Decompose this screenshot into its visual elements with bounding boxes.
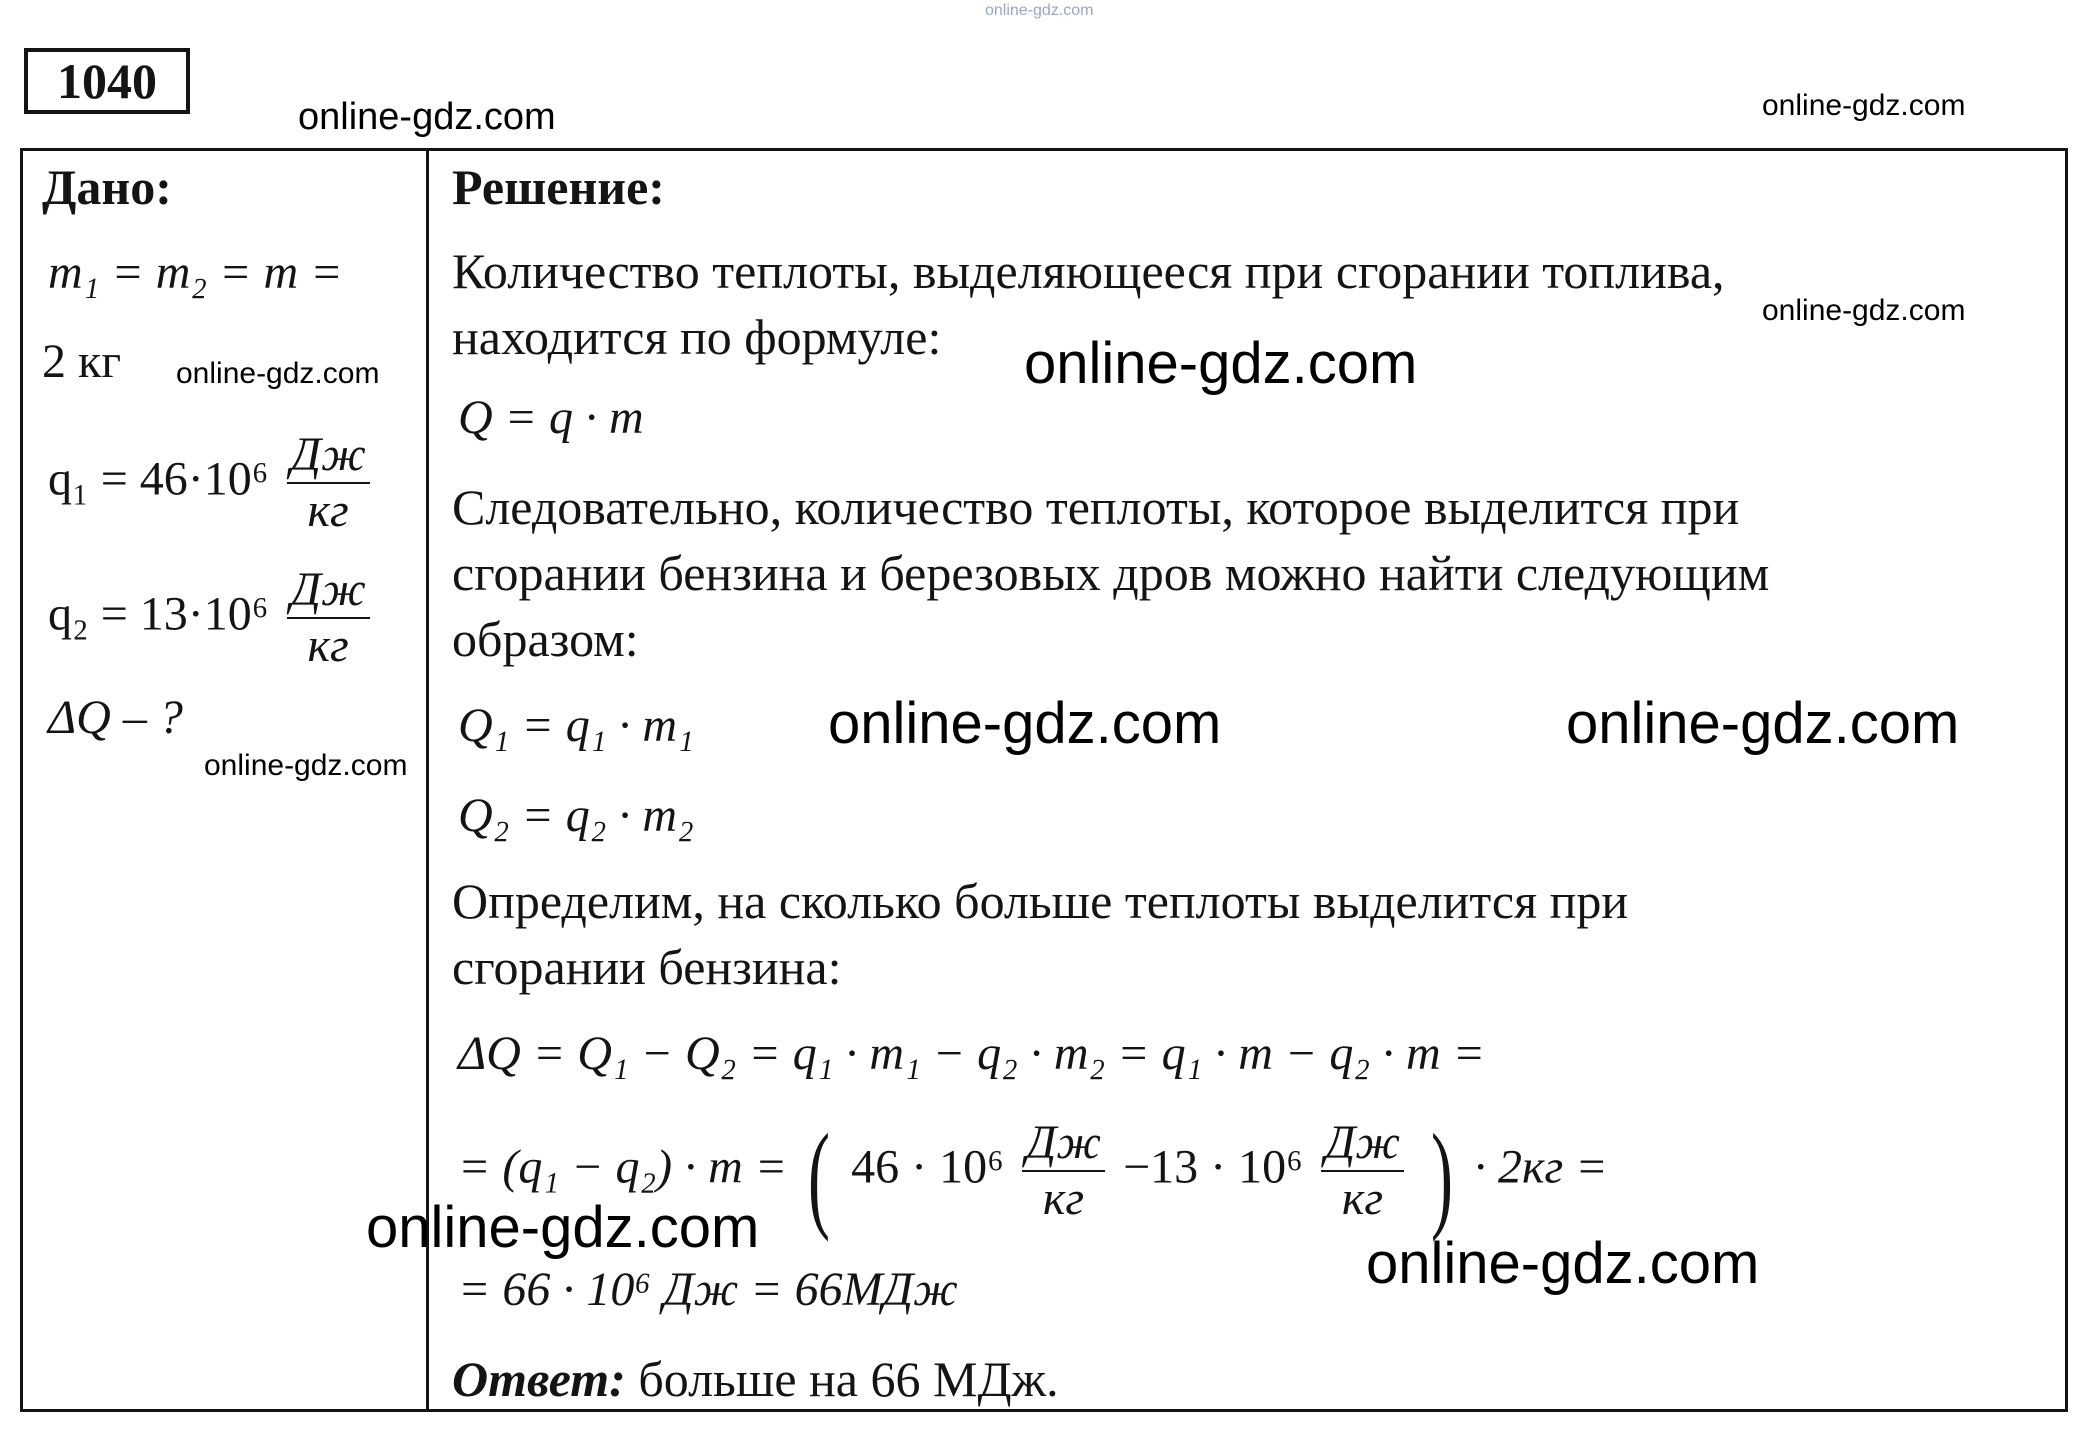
- answer: [452, 1350, 1059, 1408]
- watermark: online-gdz.com: [1762, 294, 1966, 327]
- unit-numerator: Дж: [1321, 1118, 1404, 1172]
- watermark: online-gdz.com: [204, 749, 408, 782]
- given-mass-line: [48, 245, 343, 300]
- calc-term-1: 46 · 10⁶: [851, 1140, 1004, 1194]
- formula-q2: Q₂ = q₂ · m₂: [458, 789, 694, 842]
- text-line: образом:: [452, 611, 639, 667]
- given-heading: Дано:: [42, 159, 172, 215]
- watermark: online-gdz.com: [366, 1195, 760, 1260]
- watermark-top: online-gdz.com: [985, 2, 1094, 19]
- unit-denominator: кг: [1341, 1172, 1384, 1226]
- calc-line-2: = (q₁ − q₂) · m = ( 46 · 10⁶ $\frac{Дж}{кг}$ −13 · 10⁶ $\frac{Дж}{кг}$ ) · 2кг =: [458, 1109, 1608, 1242]
- text-line: Количество теплоты, выделяющееся при сгорании топлива,: [452, 243, 1725, 299]
- given-mass-expression: m₁ = m₂ = m =: [48, 246, 343, 299]
- text-line: сгорании бензина:: [452, 939, 842, 995]
- watermark: online-gdz.com: [298, 96, 556, 138]
- given-q1-expression: q₁ = 46·10⁶: [48, 452, 269, 506]
- unit-fraction: [287, 430, 370, 537]
- watermark: online-gdz.com: [1366, 1231, 1760, 1296]
- unit-denominator: кг: [307, 619, 349, 673]
- text-line: сгорании бензина и березовых дров можно найти следующим: [452, 545, 1770, 601]
- calc-line-3: = 66 · 10⁶ Дж = 66МДж: [458, 1263, 958, 1316]
- solution-heading: Решение:: [452, 159, 665, 215]
- given-q2: [48, 565, 376, 672]
- unit-numerator: Дж: [1022, 1118, 1105, 1172]
- unit-fraction: [1022, 1118, 1105, 1225]
- formula-q1: Q₁ = q₁ · m₁: [458, 699, 694, 752]
- unit-numerator: Дж: [287, 430, 370, 484]
- given-mass-value: 2 кг: [42, 335, 122, 388]
- text-line: Следовательно, количество теплоты, которое выделится при: [452, 479, 1740, 535]
- unit-numerator: Дж: [287, 565, 370, 619]
- formula-q: Q = q · m: [458, 391, 644, 444]
- unit-denominator: кг: [1042, 1172, 1085, 1226]
- answer-text: больше на 66 МДж.: [638, 1351, 1059, 1407]
- watermark: online-gdz.com: [1024, 331, 1418, 396]
- problem-number: 1040: [24, 48, 190, 114]
- calc-tail: · 2кг =: [1474, 1140, 1608, 1194]
- watermark: online-gdz.com: [828, 691, 1222, 756]
- calc-term-2: −13 · 10⁶: [1123, 1140, 1303, 1194]
- given-find: ΔQ – ?: [48, 691, 183, 744]
- unit-fraction: [1321, 1118, 1404, 1225]
- unit-denominator: кг: [307, 484, 349, 538]
- calc-line-2-start: = (q₁ − q₂) · m =: [458, 1140, 788, 1194]
- given-q1: [48, 430, 376, 537]
- given-q2-expression: q₂ = 13·10⁶: [48, 587, 269, 641]
- text-line: Определим, на сколько больше теплоты выделится при: [452, 873, 1629, 929]
- unit-fraction: [287, 565, 370, 672]
- watermark: online-gdz.com: [176, 357, 380, 390]
- watermark: online-gdz.com: [1762, 89, 1966, 122]
- watermark: online-gdz.com: [1566, 691, 1960, 756]
- text-line: находится по формуле:: [452, 309, 942, 365]
- solution-paragraph-2: [452, 474, 1769, 672]
- solution-paragraph-3: [452, 868, 1628, 1000]
- answer-label: Ответ:: [452, 1351, 626, 1407]
- calc-line-1: ΔQ = Q₁ − Q₂ = q₁ · m₁ − q₂ · m₂ = q₁ · m − q₂ · m =: [458, 1027, 1486, 1080]
